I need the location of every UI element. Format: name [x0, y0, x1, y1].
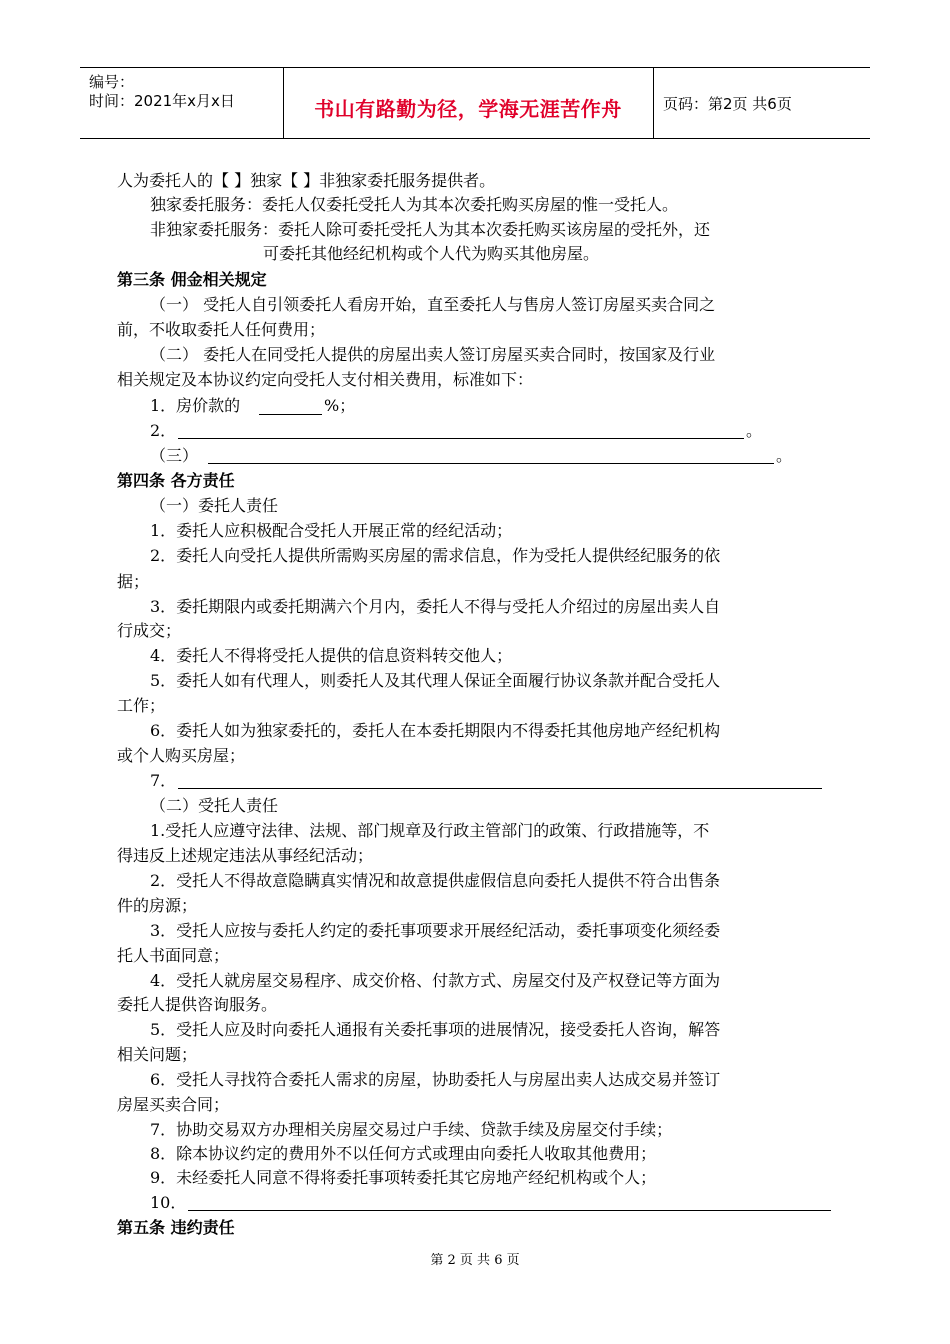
duty-7-label: 7．	[150, 771, 177, 790]
paragraph-line: 委托人提供咨询服务。	[117, 995, 278, 1014]
article-3-title: 第三条 佣金相关规定	[117, 270, 267, 289]
duty-10-label: 10．	[150, 1193, 187, 1212]
paragraph-line: 相关问题；	[117, 1045, 198, 1064]
paragraph-line: 4．受托人就房屋交易程序、成交价格、付款方式、房屋交付及产权登记等方面为	[150, 971, 721, 990]
article-5-title: 第五条 违约责任	[117, 1218, 235, 1237]
paragraph-line: 3．委托期限内或委托期满六个月内，委托人不得与受托人介绍过的房屋出卖人自	[150, 597, 721, 616]
header-meta-cell	[80, 68, 284, 138]
paragraph-line: （一） 受托人自引领委托人看房开始，直至委托人与售房人签订房屋买卖合同之	[150, 295, 716, 314]
fee-item-2-label: 2．	[150, 421, 177, 440]
paragraph-line: 前，不收取委托人任何费用；	[117, 320, 326, 339]
duty-7-blank[interactable]	[178, 788, 822, 789]
paragraph-line: 房屋买卖合同；	[117, 1095, 230, 1114]
header-page-cell	[653, 68, 870, 138]
motto: 书山有路勤为径，学海无涯苦作舟	[314, 97, 622, 121]
paragraph-line: 2．受托人不得故意隐瞒真实情况和故意提供虚假信息向委托人提供不符合出售条	[150, 871, 721, 890]
paragraph-line: 独家委托服务：委托人仅委托受托人为其本次委托购买房屋的惟一受托人。	[150, 195, 679, 214]
fee-item-1-unit: %；	[324, 396, 356, 415]
paragraph-line: 工作；	[117, 696, 166, 715]
paragraph-line: 7．协助交易双方办理相关房屋交易过户手续、贷款手续及房屋交付手续；	[150, 1120, 673, 1139]
fee-item-2-blank[interactable]	[178, 438, 744, 439]
paragraph-line: 据；	[117, 572, 150, 591]
paragraph-line: 4．委托人不得将受托人提供的信息资料转交他人；	[150, 646, 513, 665]
paragraph-line: 9．未经委托人同意不得将委托事项转委托其它房地产经纪机构或个人；	[150, 1168, 657, 1187]
paragraph-line: 2．委托人向受托人提供所需购买房屋的需求信息，作为受托人提供经纪服务的依	[150, 546, 721, 565]
paragraph-line: 1.受托人应遵守法律、法规、部门规章及行政主管部门的政策、行政措施等，不	[150, 821, 710, 840]
paragraph-line: 8．除本协议约定的费用外不以任何方式或理由向委托人收取其他费用；	[150, 1144, 657, 1163]
paragraph-line: 3．受托人应按与委托人约定的委托事项要求开展经纪活动，委托事项变化须经委	[150, 921, 721, 940]
paragraph-line: 6．受托人寻找符合委托人需求的房屋，协助委托人与房屋出卖人达成交易并签订	[150, 1070, 721, 1089]
paragraph-line: 5．委托人如有代理人，则委托人及其代理人保证全面履行协议条款并配合受托人	[150, 671, 721, 690]
paragraph-line: 托人书面同意；	[117, 946, 230, 965]
page-indicator: 页码：第2页 共6页	[663, 95, 792, 113]
paragraph-line: 得违反上述规定违法从事经纪活动；	[117, 846, 374, 865]
header-motto-cell	[283, 68, 654, 138]
paragraph-line: 件的房源；	[117, 896, 198, 915]
document-header	[80, 67, 870, 139]
clause-3-end: 。	[776, 446, 793, 465]
fee-item-2-end: 。	[746, 421, 763, 440]
fee-item-1-label: 1．房价款的	[150, 396, 241, 415]
section-heading: （一）委托人责任	[150, 496, 279, 515]
paragraph-line: 6．委托人如为独家委托的，委托人在本委托期限内不得委托其他房地产经纪机构	[150, 721, 721, 740]
paragraph-line: 人为委托人的【 】独家【 】非独家委托服务提供者。	[117, 171, 496, 190]
fee-percent-blank[interactable]	[259, 414, 322, 415]
document-number: 编号：	[89, 73, 135, 91]
paragraph-line: 可委托其他经纪机构或个人代为购买其他房屋。	[263, 244, 600, 263]
section-heading: （二）受托人责任	[150, 796, 279, 815]
paragraph-line: 1．委托人应积极配合受托人开展正常的经纪活动；	[150, 521, 513, 540]
paragraph-line: 行成交；	[117, 621, 182, 640]
paragraph-line: 非独家委托服务：委托人除可委托受托人为其本次委托购买该房屋的受托外，还	[150, 220, 711, 239]
document-date: 时间：2021年x月x日	[89, 92, 235, 110]
article-4-title: 第四条 各方责任	[117, 471, 235, 490]
duty-10-blank[interactable]	[188, 1210, 831, 1211]
paragraph-line: 或个人购买房屋；	[117, 746, 246, 765]
paragraph-line: 5．受托人应及时向委托人通报有关委托事项的进展情况，接受委托人咨询，解答	[150, 1020, 721, 1039]
page-footer: 第 2 页 共 6 页	[430, 1253, 520, 1268]
clause-3-label: （三）	[150, 446, 199, 465]
clause-3-blank[interactable]	[208, 463, 774, 464]
paragraph-line: （二） 委托人在同受托人提供的房屋出卖人签订房屋买卖合同时，按国家及行业	[150, 345, 716, 364]
paragraph-line: 相关规定及本协议约定向受托人支付相关费用，标准如下：	[117, 370, 534, 389]
